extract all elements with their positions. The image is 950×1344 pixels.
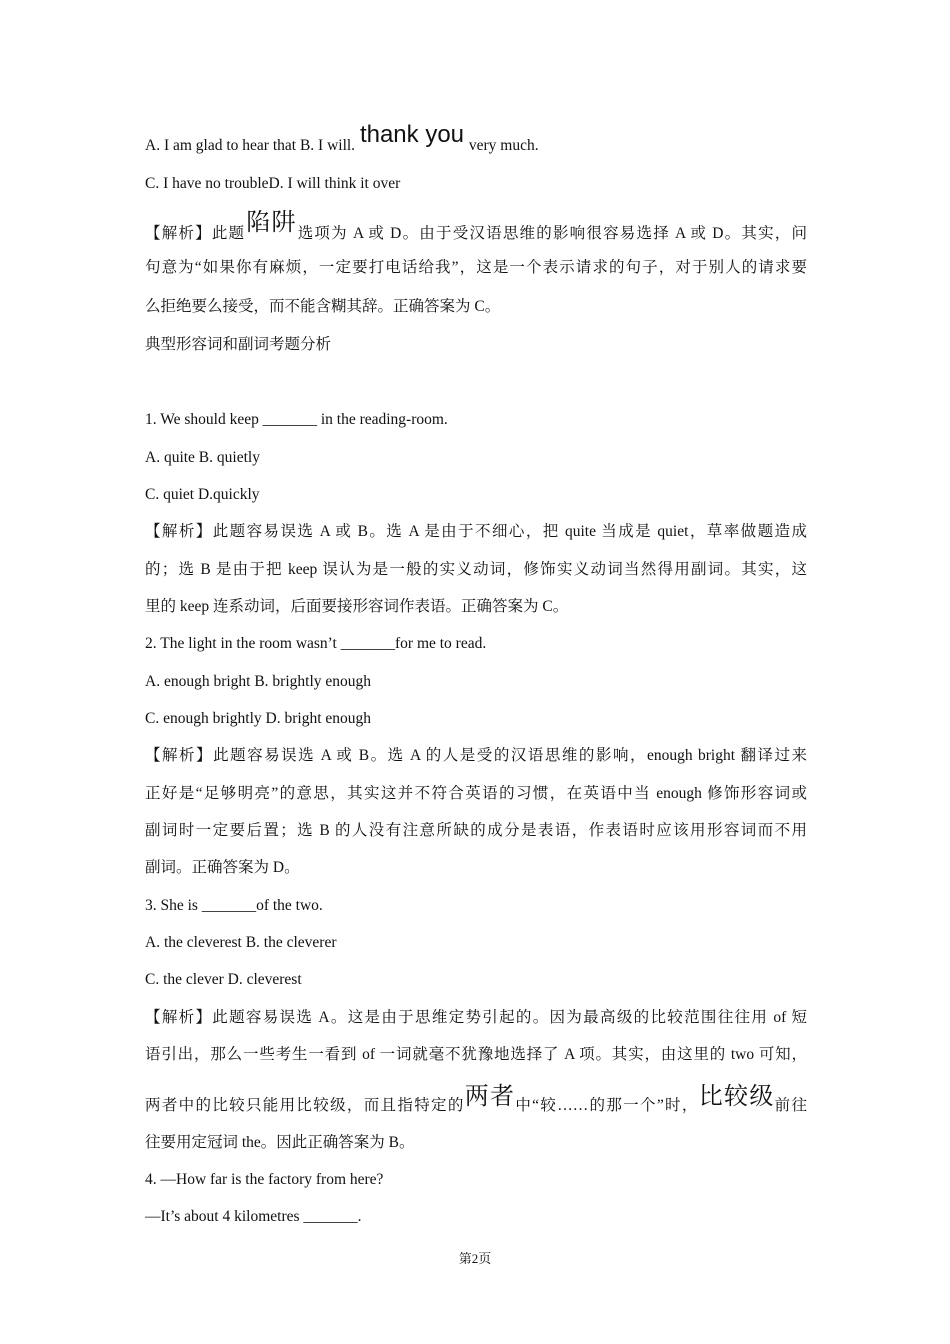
- enlarged-text: 比较级: [698, 1083, 775, 1110]
- analysis-line: [145, 1083, 807, 1116]
- text-span: 两者中的比较只能用比较级，而且指特定的: [145, 1097, 465, 1114]
- analysis-line: [145, 209, 808, 244]
- analysis-line: 里的 keep 连系动词，后面要接形容词作表语。正确答案为 C。: [145, 598, 569, 615]
- question-line: 4. —How far is the factory from here?: [145, 1171, 384, 1188]
- analysis-line: 正好是“足够明亮”的意思，其实这并不符合英语的习惯，在英语中当 enough 修饰形容词或: [145, 785, 807, 802]
- enlarged-text: thank you: [359, 121, 465, 148]
- analysis-line: 副词。正确答案为 D。: [145, 859, 300, 876]
- option-line: [145, 121, 807, 156]
- analysis-line: 往要用定冠词 the。因此正确答案为 B。: [145, 1134, 415, 1151]
- analysis-line: 的；选 B 是由于把 keep 误认为是一般的实义动词，修饰实义动词当然得用副词。其实，这: [145, 561, 807, 578]
- text-span: 中“较……的那一个”时，: [515, 1097, 699, 1114]
- option-line: C. the clever D. cleverest: [145, 971, 302, 988]
- analysis-line: 语引出，那么一些考生一看到 of 一词就毫不犹豫地选择了 A 项。其实，由这里的 two 可知，: [145, 1046, 807, 1063]
- page-number: 第2页: [458, 1251, 492, 1266]
- option-line: A. quite B. quietly: [145, 449, 260, 466]
- option-line: A. enough bright B. brightly enough: [145, 673, 372, 690]
- analysis-line: 【解析】此题容易误选 A 或 B。选 A 是由于不细心，把 quite 当成是 quiet，草率做题造成: [145, 523, 807, 540]
- question-line: 2. The light in the room wasn’t _______for me to read.: [145, 635, 487, 652]
- analysis-line: 句意为“如果你有麻烦，一定要打电话给我”，这是一个表示请求的句子，对于别人的请求要: [145, 259, 807, 276]
- option-line: C. quiet D.quickly: [145, 486, 260, 503]
- text-span: A. I am glad to hear that B. I will.: [145, 137, 359, 154]
- analysis-line: 么拒绝要么接受，而不能含糊其辞。正确答案为 C。: [145, 298, 501, 315]
- enlarged-text: 陷阱: [246, 209, 297, 236]
- analysis-line: 副词时一定要后置；选 B 的人没有注意所缺的成分是表语，作表语时应该用形容词而不用: [145, 822, 807, 839]
- text-span: 【解析】此题: [145, 225, 246, 242]
- text-span: 前往: [774, 1097, 807, 1114]
- question-line: 1. We should keep _______ in the reading-room.: [145, 411, 448, 428]
- option-line: C. I have no troubleD. I will think it over: [145, 175, 401, 192]
- question-line: 3. She is _______of the two.: [145, 897, 323, 914]
- analysis-line: 【解析】此题容易误选 A。这是由于思维定势引起的。因为最高级的比较范围往往用 of 短: [145, 1009, 807, 1026]
- option-line: C. enough brightly D. bright enough: [145, 710, 372, 727]
- analysis-line: 【解析】此题容易误选 A 或 B。选 A 的人是受的汉语思维的影响，enough bright 翻译过来: [145, 747, 807, 764]
- answer-line: —It’s about 4 kilometres _______.: [145, 1208, 362, 1225]
- text-span: very much.: [465, 137, 539, 154]
- section-heading: 典型形容词和副词考题分析: [145, 336, 332, 353]
- option-line: A. the cleverest B. the cleverer: [145, 934, 337, 951]
- text-span: 选项为 A 或 D。由于受汉语思维的影响很容易选择 A 或 D。其实，问: [297, 225, 808, 242]
- enlarged-text: 两者: [464, 1083, 516, 1110]
